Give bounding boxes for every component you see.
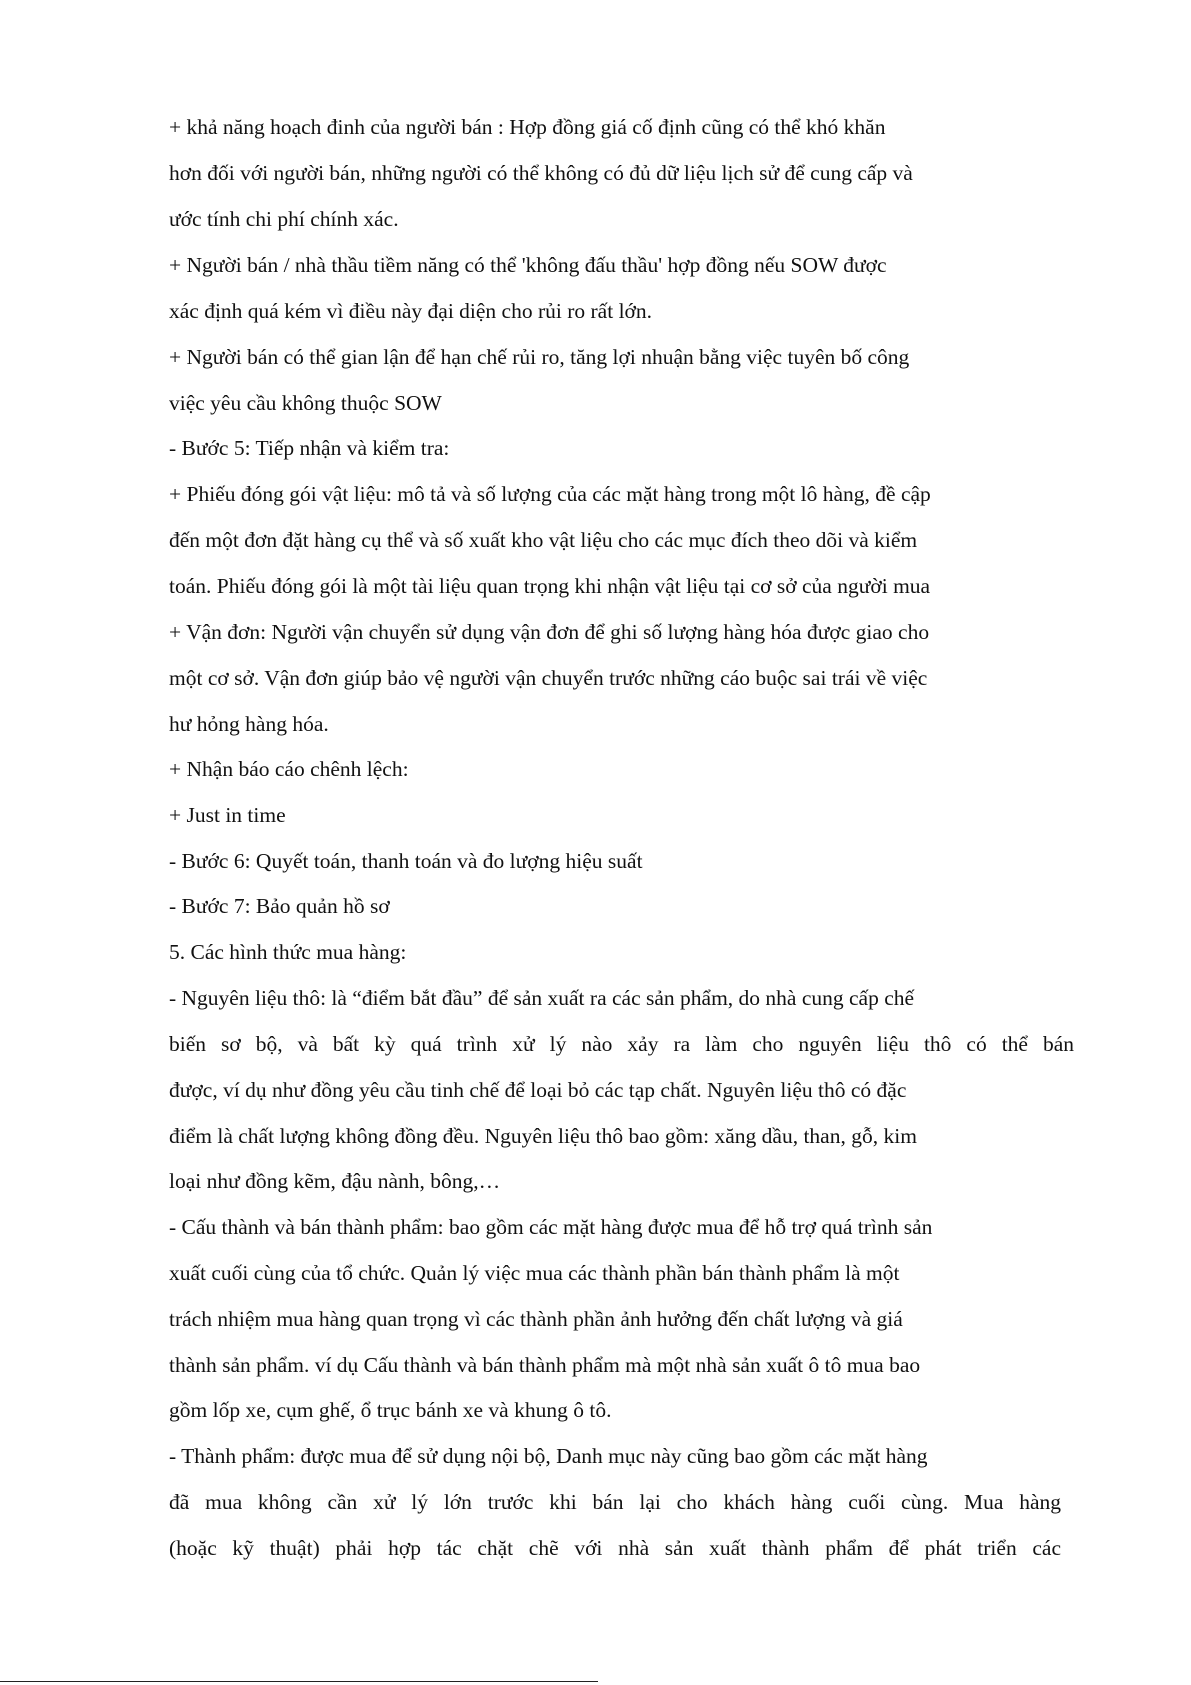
text-line: - Bước 7: Bảo quản hồ sơ: [169, 894, 390, 918]
text-line: - Bước 5: Tiếp nhận và kiểm tra:: [169, 436, 450, 460]
text-line: - Cấu thành và bán thành phẩm: bao gồm các mặt hàng được mua để hỗ trợ quá trình sản: [169, 1215, 933, 1239]
text-line: loại như đồng kẽm, đậu nành, bông,…: [169, 1169, 501, 1193]
text-line: + Phiếu đóng gói vật liệu: mô tả và số lượng của các mặt hàng trong một lô hàng, đề cập: [169, 482, 931, 506]
text-line: biến sơ bộ, và bất kỳ quá trình xử lý nào xảy ra làm cho nguyên liệu thô có thể bán: [169, 1032, 1074, 1056]
text-line: thành sản phẩm. ví dụ Cấu thành và bán thành phẩm mà một nhà sản xuất ô tô mua bao: [169, 1353, 921, 1377]
text-line: + Người bán có thể gian lận để hạn chế rủi ro, tăng lợi nhuận bằng việc tuyên bố công: [169, 345, 910, 369]
text-line: (hoặc kỹ thuật) phải hợp tác chặt chẽ với nhà sản xuất thành phẩm để phát triển các: [169, 1536, 1061, 1560]
text-line: + Vận đơn: Người vận chuyển sử dụng vận đơn để ghi số lượng hàng hóa được giao cho: [169, 620, 930, 644]
text-line: được, ví dụ như đồng yêu cầu tinh chế để loại bỏ các tạp chất. Nguyên liệu thô có đặc: [169, 1078, 907, 1102]
text-line: + Người bán / nhà thầu tiềm năng có thể 'không đấu thầu' hợp đồng nếu SOW được: [169, 253, 887, 277]
footnote-divider: [0, 1681, 598, 1682]
text-line: trách nhiệm mua hàng quan trọng vì các thành phần ảnh hưởng đến chất lượng và giá: [169, 1307, 903, 1331]
text-line: - Nguyên liệu thô: là “điểm bắt đầu” để sản xuất ra các sản phẩm, do nhà cung cấp chế: [169, 986, 915, 1010]
text-line: điểm là chất lượng không đồng đều. Nguyên liệu thô bao gồm: xăng dầu, than, gỗ, kim: [169, 1124, 917, 1148]
text-line: 5. Các hình thức mua hàng:: [169, 940, 407, 964]
text-line: đã mua không cần xử lý lớn trước khi bán lại cho khách hàng cuối cùng. Mua hàng: [169, 1490, 1061, 1514]
text-line: việc yêu cầu không thuộc SOW: [169, 391, 442, 415]
text-line: một cơ sở. Vận đơn giúp bảo vệ người vận chuyển trước những cáo buộc sai trái về việc: [169, 666, 928, 690]
text-line: + Just in time: [169, 803, 286, 827]
text-line: - Bước 6: Quyết toán, thanh toán và đo lượng hiệu suất: [169, 849, 643, 873]
text-line: + khả năng hoạch đinh của người bán : Hợp đồng giá cố định cũng có thể khó khăn: [169, 115, 886, 139]
text-line: đến một đơn đặt hàng cụ thể và số xuất kho vật liệu cho các mục đích theo dõi và kiểm: [169, 528, 918, 552]
text-line: toán. Phiếu đóng gói là một tài liệu quan trọng khi nhận vật liệu tại cơ sở của người mua: [169, 574, 931, 598]
text-line: ước tính chi phí chính xác.: [169, 207, 399, 231]
text-line: gồm lốp xe, cụm ghế, ổ trục bánh xe và khung ô tô.: [169, 1398, 612, 1422]
text-line: + Nhận báo cáo chênh lệch:: [169, 757, 409, 781]
text-line: - Thành phẩm: được mua để sử dụng nội bộ, Danh mục này cũng bao gồm các mặt hàng: [169, 1444, 928, 1468]
text-line: xác định quá kém vì điều này đại diện cho rủi ro rất lớn.: [169, 299, 653, 323]
text-line: hơn đối với người bán, những người có thể không có đủ dữ liệu lịch sử để cung cấp và: [169, 161, 913, 185]
text-line: hư hỏng hàng hóa.: [169, 712, 329, 736]
text-line: xuất cuối cùng của tổ chức. Quản lý việc mua các thành phần bán thành phẩm là một: [169, 1261, 900, 1285]
